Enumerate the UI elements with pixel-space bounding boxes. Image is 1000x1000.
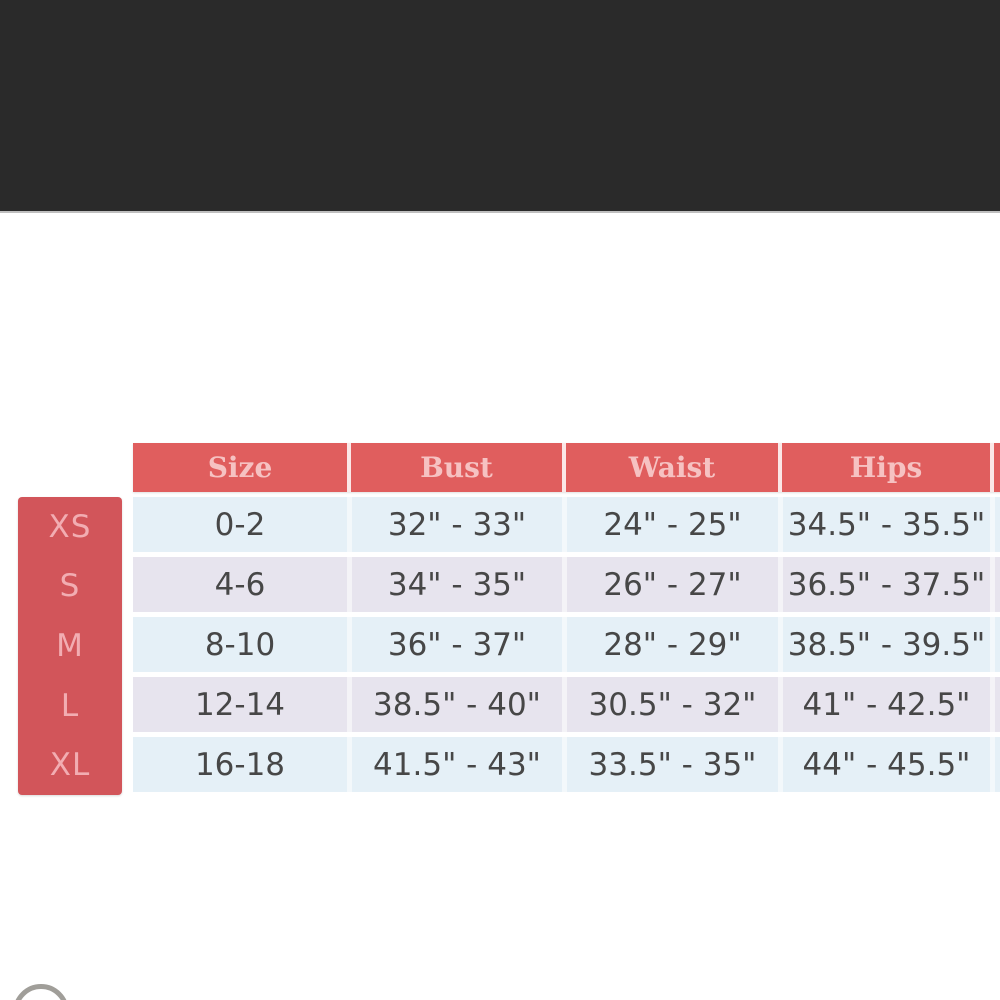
cell-bust: 32" - 33"	[347, 497, 562, 552]
table-header-row	[133, 443, 1000, 492]
size-label-xs: XS	[48, 508, 92, 545]
cell-bust: 38.5" - 40"	[347, 677, 562, 732]
table-row	[133, 677, 1000, 732]
size-label-xl: XL	[49, 747, 91, 784]
cell-hips: 36.5" - 37.5"	[778, 557, 990, 612]
table-row	[133, 557, 1000, 612]
cell-size: 4-6	[214, 566, 266, 603]
cell-bust: 34" - 35"	[347, 557, 562, 612]
cell-hips: 34.5" - 35.5"	[778, 497, 990, 552]
top-dark-bar	[0, 0, 1000, 213]
size-chart-table	[133, 443, 1000, 792]
partial-circle-button[interactable]	[13, 984, 69, 1000]
cell-size: 8-10	[204, 626, 276, 663]
cell-waist: 30.5" - 32"	[562, 677, 778, 732]
table-row	[133, 737, 1000, 792]
column-header-waist: Waist	[562, 443, 778, 492]
cell-hips: 41" - 42.5"	[778, 677, 990, 732]
cell-waist: 28" - 29"	[562, 617, 778, 672]
cell-clipped	[990, 677, 1000, 732]
size-label-l: L	[60, 687, 80, 724]
cell-bust: 41.5" - 43"	[347, 737, 562, 792]
column-header-clipped	[990, 443, 1000, 492]
cell-clipped	[990, 497, 1000, 552]
cell-bust: 36" - 37"	[347, 617, 562, 672]
table-row	[133, 497, 1000, 552]
column-header-hips: Hips	[778, 443, 990, 492]
table-row	[133, 617, 1000, 672]
cell-size: 0-2	[214, 506, 266, 543]
column-header-size: Size	[207, 451, 273, 484]
size-label-s: S	[59, 568, 81, 605]
cell-hips: 44" - 45.5"	[778, 737, 990, 792]
cell-waist: 33.5" - 35"	[562, 737, 778, 792]
cell-clipped	[990, 617, 1000, 672]
cell-size: 16-18	[194, 746, 286, 783]
size-label-column	[18, 497, 122, 795]
cell-hips: 38.5" - 39.5"	[778, 617, 990, 672]
column-header-bust: Bust	[347, 443, 562, 492]
cell-waist: 24" - 25"	[562, 497, 778, 552]
cell-clipped	[990, 737, 1000, 792]
cell-waist: 26" - 27"	[562, 557, 778, 612]
cell-clipped	[990, 557, 1000, 612]
size-label-m: M	[56, 627, 84, 664]
cell-size: 12-14	[194, 686, 286, 723]
